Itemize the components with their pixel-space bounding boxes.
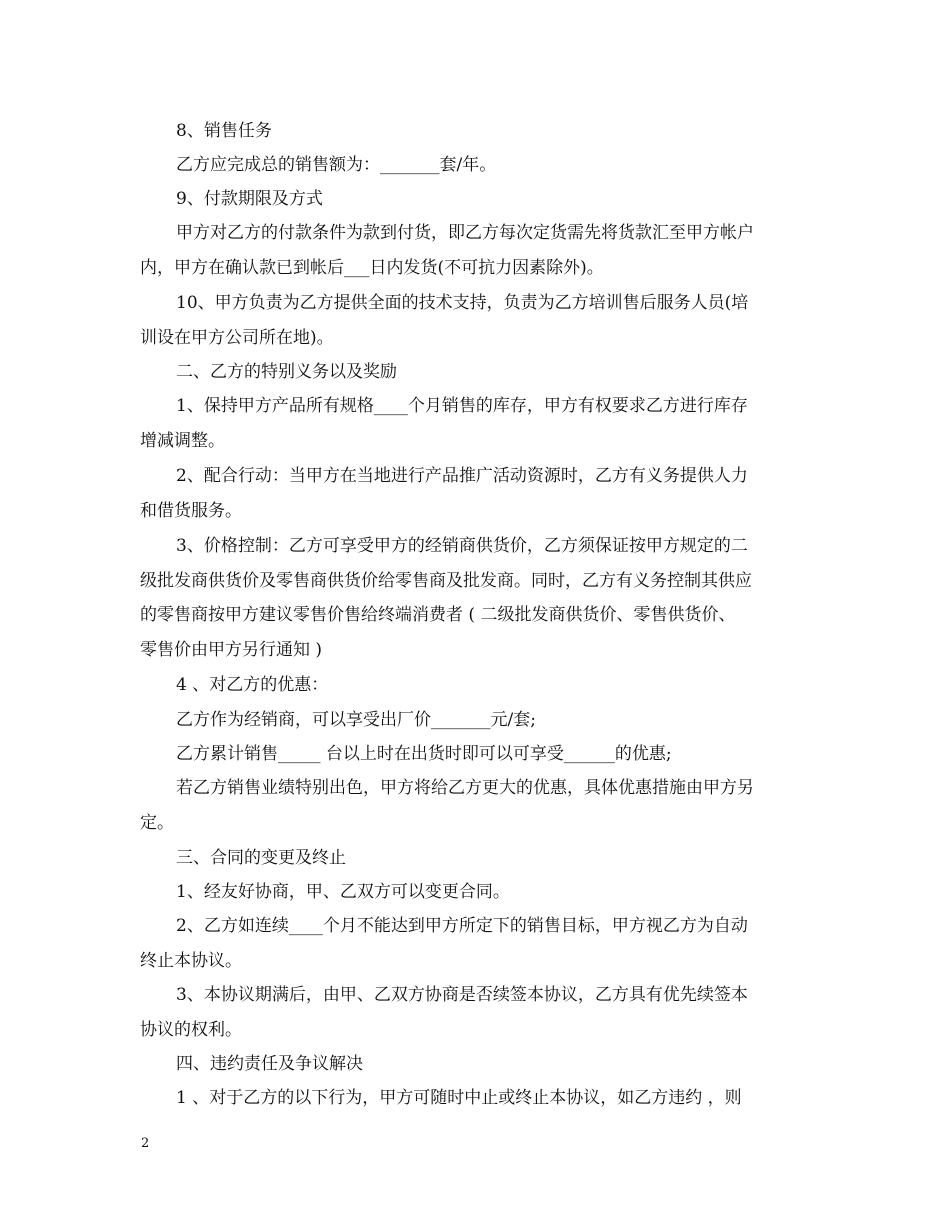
paragraph-line: 若乙方销售业绩特别出色，甲方将给乙方更大的优惠，具体优惠措施由甲方另 bbox=[176, 778, 754, 798]
paragraph-line: 乙方作为经销商，可以享受出厂价_______元/套; bbox=[176, 710, 536, 730]
paragraph-line: 的零售商按甲方建议零售价售给终端消费者 ( 二级批发商供货价、零售供货价、 bbox=[140, 605, 736, 625]
section-heading-discounts: 4 、对乙方的优惠： bbox=[176, 675, 329, 695]
paragraph-line: 级批发商供货价及零售商供货价给零售商及批发商。同时，乙方有义务控制其供应 bbox=[140, 571, 752, 591]
paragraph-line: 增减调整。 bbox=[140, 431, 225, 451]
section-heading-contract-change: 三、合同的变更及终止 bbox=[176, 848, 346, 868]
paragraph-line: 终止本协议。 bbox=[140, 951, 242, 971]
paragraph-line: 3、本协议期满后，由甲、乙双方协商是否续签本协议，乙方具有优先续签本 bbox=[176, 985, 748, 1005]
paragraph-line: 甲方对乙方的付款条件为款到付货，即乙方每次定货需先将货款汇至甲方帐户 bbox=[176, 223, 754, 243]
section-heading-liability: 四、违约责任及争议解决 bbox=[176, 1054, 363, 1074]
page-number: 2 bbox=[141, 1136, 150, 1151]
section-heading-payment: 9、付款期限及方式 bbox=[176, 189, 323, 209]
paragraph-line: 零售价由甲方另行通知 ) bbox=[140, 640, 323, 660]
section-heading-sales-task: 8、销售任务 bbox=[176, 121, 272, 141]
paragraph-line: 1、保持甲方产品所有规格____个月销售的库存，甲方有权要求乙方进行库存 bbox=[176, 396, 748, 416]
paragraph-line: 1 、对于乙方的以下行为，甲方可随时中止或终止本协议，如乙方违约 ，则 bbox=[176, 1088, 742, 1108]
paragraph-line: 内，甲方在确认款已到帐后___日内发货(不可抗力因素除外)。 bbox=[140, 258, 604, 278]
paragraph-line: 1、经友好协商，甲、乙双方可以变更合同。 bbox=[176, 882, 510, 902]
paragraph-line: 训设在甲方公司所在地)。 bbox=[140, 328, 334, 348]
section-heading-obligations: 二、乙方的特别义务以及奖励 bbox=[176, 362, 397, 382]
paragraph-line: 乙方累计销售_____ 台以上时在出货时即可以可享受______的优惠; bbox=[176, 744, 672, 764]
paragraph-line: 和借货服务。 bbox=[140, 501, 242, 521]
paragraph-line: 3、价格控制：乙方可享受甲方的经销商供货价，乙方须保证按甲方规定的二 bbox=[176, 536, 748, 556]
paragraph-line: 2、配合行动：当甲方在当地进行产品推广活动资源时，乙方有义务提供人力 bbox=[176, 466, 748, 486]
paragraph-line: 乙方应完成总的销售额为：_______套/年。 bbox=[176, 155, 497, 175]
paragraph-line: 2、乙方如连续____个月不能达到甲方所定下的销售目标，甲方视乙方为自动 bbox=[176, 916, 748, 936]
paragraph-line: 定。 bbox=[140, 813, 174, 833]
paragraph-line: 10、甲方负责为乙方提供全面的技术支持，负责为乙方培训售后服务人员(培 bbox=[176, 293, 749, 313]
paragraph-line: 协议的权利。 bbox=[140, 1020, 242, 1040]
